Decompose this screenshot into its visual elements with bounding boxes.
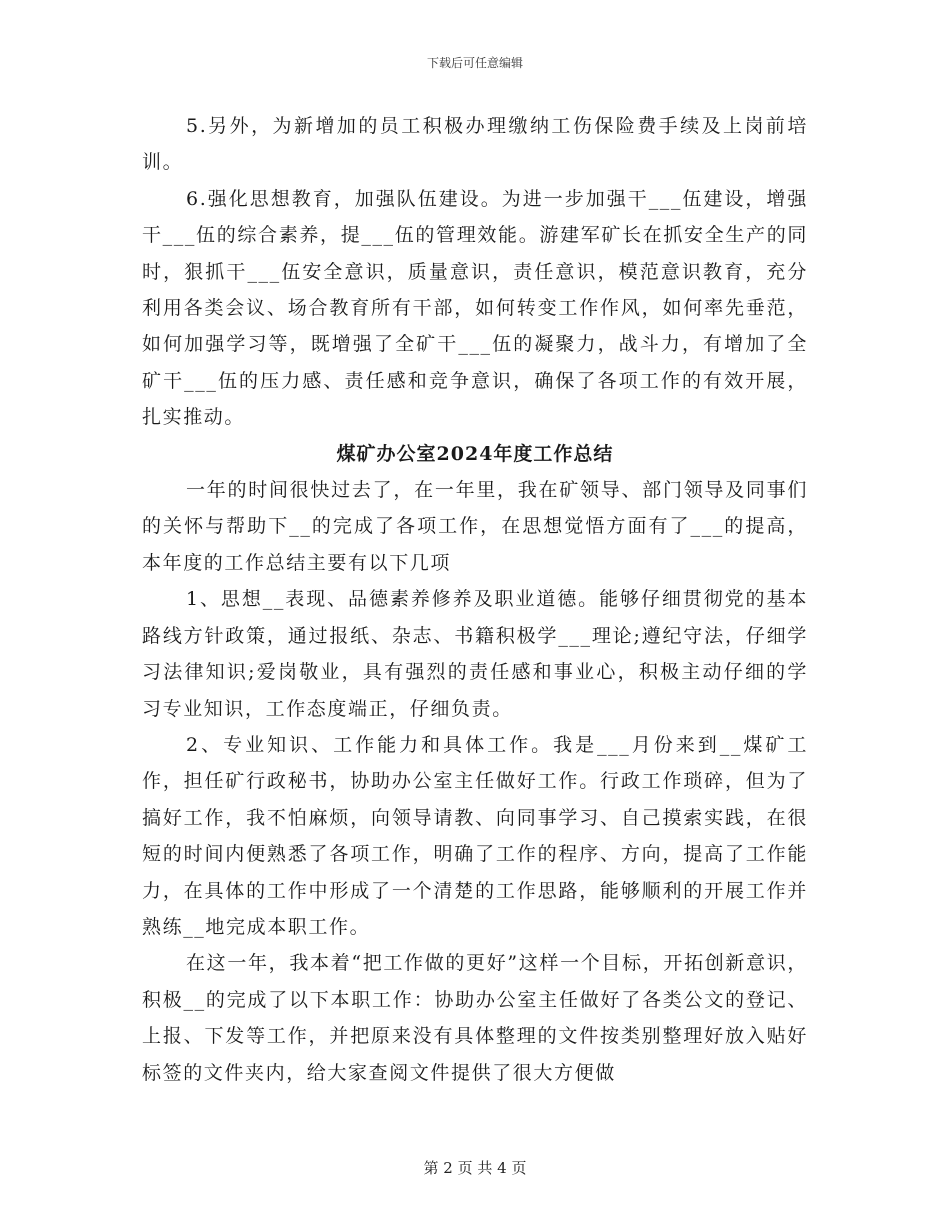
paragraph-item-5: 5.另外，为新增加的员工积极办理缴纳工伤保险费手续及上岗前培训。	[142, 115, 808, 174]
paragraph-point-1: 1、思想__表现、品德素养修养及职业道德。能够仔细贯彻党的基本路线方针政策，通过报纸、杂志、书籍积极学___理论;遵纪守法，仔细学习法律知识;爱岗敬业，具有强烈的责任感和事业心，积极主动仔细的学习专业知识，工作态度端正，仔细负责。	[142, 588, 808, 720]
section-title: 煤矿办公室2024年度工作总结	[336, 442, 614, 465]
paragraph-intro: 一年的时间很快过去了，在一年里，我在矿领导、部门领导及同事们的关怀与帮助下__的完成了各项工作，在思想觉悟方面有了___的提高，本年度的工作总结主要有以下几项	[142, 479, 808, 574]
page-header-note: 下载后可任意编辑	[426, 56, 523, 70]
paragraph-item-6: 6.强化思想教育，加强队伍建设。为进一步加强干___伍建设，增强干___伍的综合素养，提___伍的管理效能。游建军矿长在抓安全生产的同时，狠抓干___伍安全意识，质量意识，责任意识，模范意识教育，充分利用各类会议、场合教育所有干部，如何转变工作作风，如何率先垂范，如何加强学习等，既增强了全矿干___伍的凝聚力，战斗力，有增加了全矿干___伍的压力感、责任感和竞争意识，确保了各项工作的有效开展，扎实推动。	[142, 187, 808, 429]
paragraph-this-year: 在这一年，我本着“把工作做的更好”这样一个目标，开拓创新意识，积极__的完成了以下本职工作：协助办公室主任做好了各类公文的登记、上报、下发等工作，并把原来没有具体整理的文件按类别整理好放入贴好标签的文件夹内，给大家查阅文件提供了很大方便做	[142, 952, 808, 1084]
paragraph-point-2: 2、专业知识、工作能力和具体工作。我是___月份来到__煤矿工作，担任矿行政秘书，协助办公室主任做好工作。行政工作琐碎，但为了搞好工作，我不怕麻烦，向领导请教、向同事学习、自己摸索实践，在很短的时间内便熟悉了各项工作，明确了工作的程序、方向，提高了工作能力，在具体的工作中形成了一个清楚的工作思路，能够顺利的开展工作并熟练__地完成本职工作。	[142, 733, 808, 938]
document-body	[142, 108, 808, 1091]
page-number: 第 2 页 共 4 页	[423, 1159, 527, 1177]
